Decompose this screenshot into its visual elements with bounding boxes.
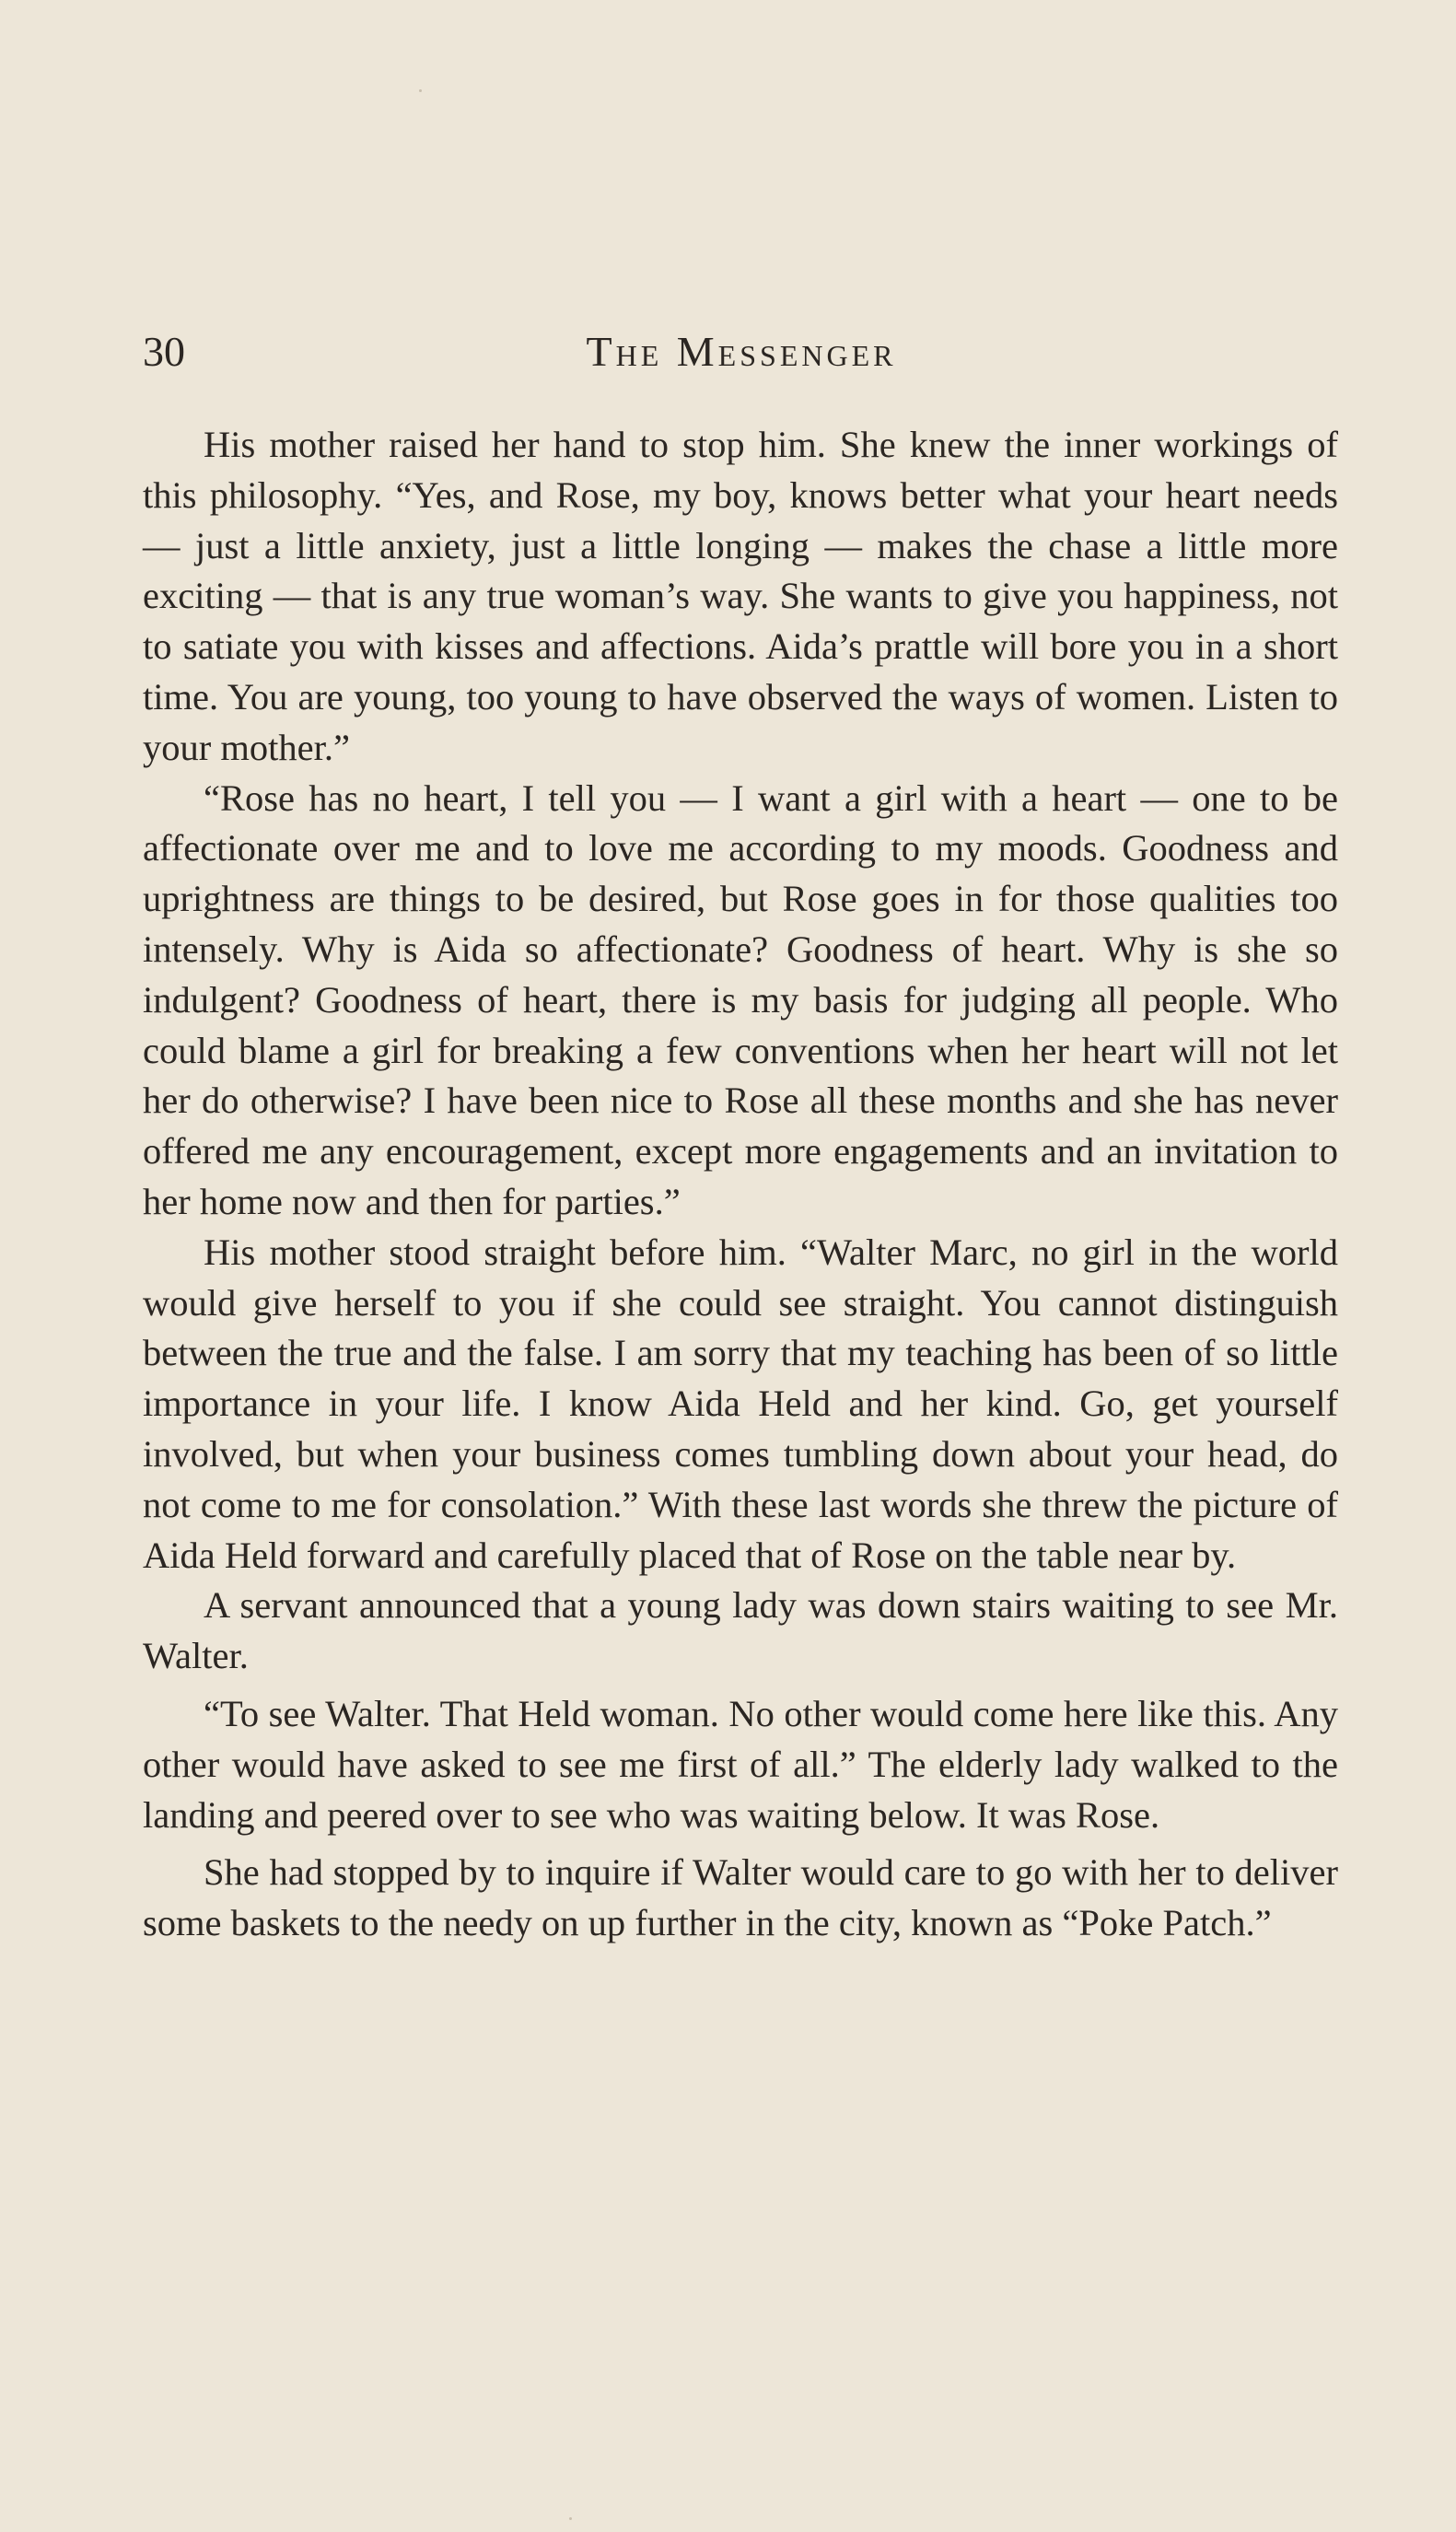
paragraph: She had stopped by to inquire if Walter would care to go with her to deliver some baskets to the needy on up further in the city, known as “Poke Patch.”: [143, 1851, 1338, 1944]
paragraph: His mother stood straight before him. “Walter Marc, no girl in the world would give herself to you if she could see straight. You cannot distinguish between the true and the false. I am sorry that my teaching has been of so little importance in your life. I know Aida Held and her kind. Go, get yourself involved, but when your business comes tumbling down about your head, do not come to me for consolation.” With these last words she threw the picture of Aida Held forward and carefully placed that of Rose on the table near by.: [143, 1231, 1338, 1576]
paragraph: “Rose has no heart, I tell you — I want a girl with a heart — one to be affectionate over me and to love me according to my moods. Goodness and uprightness are things to be desired, but Rose goes in for those qualities too intensely. Why is Aida so affectionate? Goodness of heart. Why is she so indulgent? Goodness of heart, there is my basis for judging all people. Who could blame a girl for breaking a few conventions when her heart will not let her do otherwise? I have been nice to Rose all these months and she has never offered me any encouragement, except more engagements and an invitation to her home now and then for parties.”: [143, 776, 1338, 1222]
page-number: 30: [143, 328, 185, 375]
paragraph: A servant announced that a young lady was down stairs waiting to see Mr. Walter.: [143, 1584, 1338, 1677]
paragraph: His mother raised her hand to stop him. She knew the inner workings of this philosophy. “Yes, and Rose, my boy, knows better what your heart needs — just a little anxiety, just a little longing — makes the chase a little more exciting — that is any true woman’s way. She wants to give you happiness, not to satiate you with kisses and affections. Aida’s prattle will bore you in a short time. You are young, too young to have observed the ways of women. Listen to your mother.”: [143, 424, 1338, 768]
body-text: [143, 420, 1338, 1949]
paper-speck: [569, 2517, 572, 2520]
book-title: The Messenger: [586, 328, 897, 375]
running-head: [143, 322, 1340, 387]
paper-speck: [419, 89, 422, 92]
paragraph: “To see Walter. That Held woman. No other would come here like this. Any other would have asked to see me first of all.” The elderly lady walked to the landing and peered over to see who was waiting below. It was Rose.: [143, 1692, 1338, 1836]
